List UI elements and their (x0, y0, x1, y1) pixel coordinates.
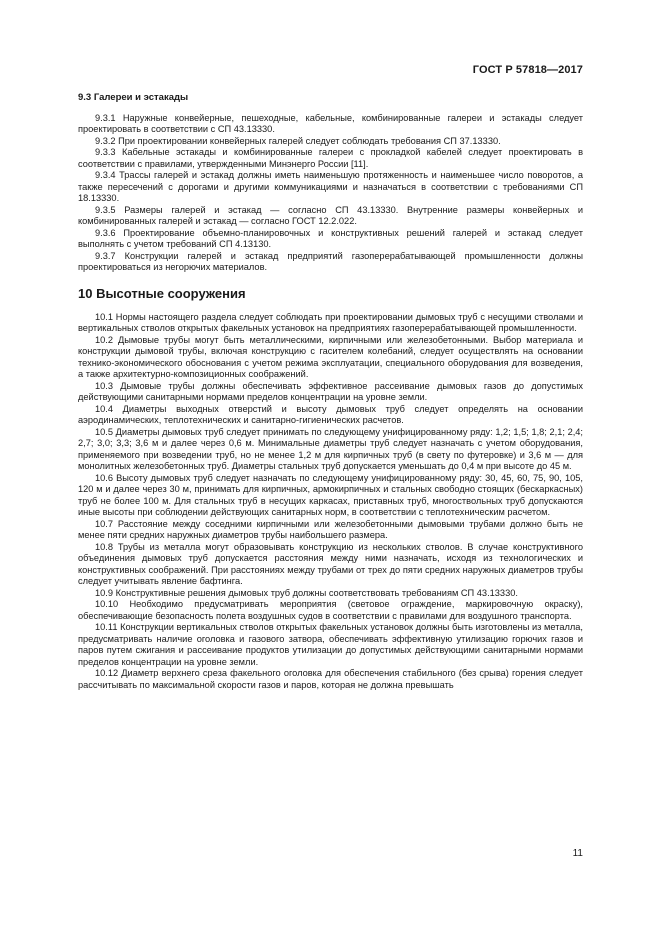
paragraph: 10.1 Нормы настоящего раздела следует соблюдать при проектировании дымовых труб с несущими стволами и вертикальных стволов открытых факельных установок на предприятиях газоперерабатывающей промышленности. (78, 311, 583, 333)
paragraph: 9.3.6 Проектирование объемно-планировочных и конструктивных решений галерей и эстакад следует выполнять с учетом требований СП 4.13130. (78, 227, 583, 249)
paragraph: 10.7 Расстояние между соседними кирпичными или железобетонными дымовыми трубами должно быть не менее пяти средних наружных диаметров трубы наибольшего размера. (78, 518, 583, 540)
paragraph: 9.3.4 Трассы галерей и эстакад должны иметь наименьшую протяженность и наименьшее число поворотов, а также пересечений с дорогами и другими коммуникациями и назначаться в соответствии с требованиями СП 18.13330. (78, 170, 583, 203)
paragraph: 10.10 Необходимо предусматривать мероприятия (световое ограждение, маркировочную окраску), обеспечивающие безопасность полета воздушных судов в соответствии с правилами для воздушного транспорта. (78, 599, 583, 621)
paragraph: 10.11 Конструкции вертикальных стволов открытых факельных установок должны быть изготовлены из металла, предусматривать наличие оголовка и газового затвора, обеспечивать эффективную утилизацию горючих газов и паров путем сжигания и рассеивание продуктов утилизации до допустимых действующими санитарными нормами пределов концентрации на уровне земли. (78, 622, 583, 667)
paragraph: 10.4 Диаметры выходных отверстий и высоту дымовых труб следует определять на основании аэродинамических, теплотехнических и санитарно-гигиенических расчетов. (78, 403, 583, 425)
paragraph: 10.6 Высоту дымовых труб следует назначать по следующему унифицированному ряду: 30, 45, 60, 75, 90, 105, 120 м и далее через 30 м, принимать для кирпичных, армокирпичных и стальных свободно стоящих (бескаркасных) труб не более 100 м. Для стальных труб в несущих каркасах, приставных труб, многоствольных труб допускаются иные высоты при соблюдении действующих санитарных норм, в соответствии с теплотехническим расчетом. (78, 472, 583, 517)
paragraph: 9.3.7 Конструкции галерей и эстакад предприятий газоперерабатывающей промышленности должны проектироваться из негорючих материалов. (78, 250, 583, 272)
section-heading: 10 Высотные сооружения (78, 285, 246, 301)
paragraph: 9.3.5 Размеры галерей и эстакад — согласно СП 43.13330. Внутренние размеры конвейерных и комбинированных галерей и эстакад — согласно ГОСТ 12.2.022. (78, 204, 583, 226)
paragraph: 10.2 Дымовые трубы могут быть металлическими, кирпичными или железобетонными. Выбор материала и конструкции дымовой трубы, включая конструкцию с гасителем колебаний, следует осуществлять на основании технико-экономического обоснования с учетом режима эксплуатации, специального оборудования для возведения, а также архитектурно-композиционных соображений. (78, 334, 583, 379)
paragraph: 9.3.1 Наружные конвейерные, пешеходные, кабельные, комбинированные галереи и эстакады следует проектировать в соответствии с СП 43.13330. (78, 112, 583, 134)
page-number: 11 (572, 848, 583, 859)
paragraph: 10.9 Конструктивные решения дымовых труб должны соответствовать требованиям СП 43.13330. (95, 587, 518, 598)
paragraph: 10.12 Диаметр верхнего среза факельного оголовка для обеспечения стабильного (без срыва) горения следует рассчитывать по максимальной скорости газов и паров, которая не должна превышать (78, 668, 583, 690)
paragraph: 9.3.3 Кабельные эстакады и комбинированные галереи с прокладкой кабелей следует проектировать в соответствии с правилами, утвержденными Минэнерго России [11]. (78, 147, 583, 169)
paragraph: 10.8 Трубы из металла могут образовывать конструкцию из нескольких стволов. В случае конструктивного объединения дымовых труб допускается расстояния между ними назначать, исходя из технологических и конструктивных соображений. При расстояниях между трубами от трех до пяти средних наружных диаметров трубы следует учитывать явление бафтинга. (78, 541, 583, 586)
paragraph: 10.3 Дымовые трубы должны обеспечивать эффективное рассеивание дымовых газов до допустимых действующими санитарными нормами пределов концентрации на уровне земли. (78, 380, 583, 402)
paragraph: 9.3.2 При проектировании конвейерных галерей следует соблюдать требования СП 37.13330. (95, 135, 501, 146)
page-content (78, 92, 583, 691)
paragraph: 10.5 Диаметры дымовых труб следует принимать по следующему унифицированному ряду: 1,2; 1,5; 1,8; 2,1; 2,4; 2,7; 3,0; 3,3; 3,6 м и далее через 0,6 м. Минимальные диаметры труб следует назначать с учетом оборудования, применяемого при возведении труб, но не менее 1,2 м для кирпичных труб (в свету по футеровке) и 3,6 м — для монолитных железобетонных труб. Диаметры стальных труб допускается уменьшать до 0,4 м при высоте до 45 м. (78, 426, 583, 471)
standard-header: ГОСТ Р 57818—2017 (472, 64, 583, 76)
subsection-heading: 9.3 Галереи и эстакады (78, 92, 189, 103)
